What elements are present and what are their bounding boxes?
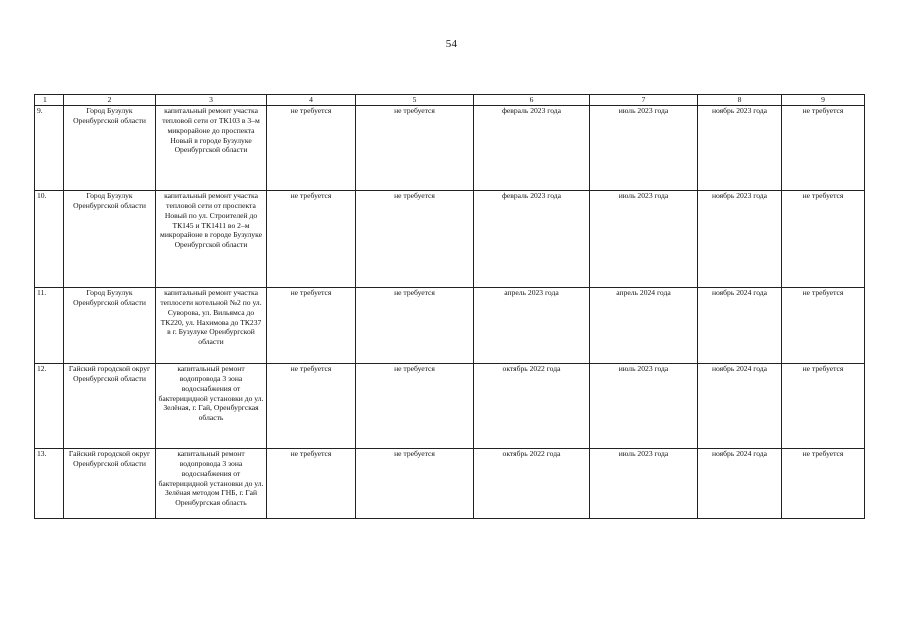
page-number: 54 <box>445 38 458 50</box>
table-row <box>35 364 865 449</box>
column-5-cell: не требуется <box>356 191 474 288</box>
row-number: 12. <box>35 364 64 449</box>
column-4-cell: не требуется <box>267 364 356 449</box>
column-4-cell: не требуется <box>267 106 356 191</box>
work-description-cell: капитальный ремонт участка тепловой сети от проспекта Новый по ул. Строителей до ТК145 и ТК1411 во 2–м микрорайоне в городе Бузулуке Оренбургской области <box>156 191 267 288</box>
header-row <box>35 95 865 106</box>
column-9-cell: не требуется <box>782 106 865 191</box>
column-header: 2 <box>64 95 156 106</box>
column-9-cell: не требуется <box>782 364 865 449</box>
column-4-cell: не требуется <box>267 288 356 364</box>
column-7-cell: апрель 2024 года <box>590 288 698 364</box>
column-8-cell: ноябрь 2023 года <box>698 106 782 191</box>
column-8-cell: ноябрь 2024 года <box>698 449 782 519</box>
table-row <box>35 449 865 519</box>
column-header: 8 <box>698 95 782 106</box>
column-header: 4 <box>267 95 356 106</box>
column-6-cell: апрель 2023 года <box>474 288 590 364</box>
column-6-cell: февраль 2023 года <box>474 191 590 288</box>
work-description-cell: капитальный ремонт водопровода 3 зона водоснабжения от бактерицидной установки до ул. Зелёная, г. Гай, Оренбургская область <box>156 364 267 449</box>
column-header: 3 <box>156 95 267 106</box>
row-number: 13. <box>35 449 64 519</box>
column-5-cell: не требуется <box>356 288 474 364</box>
column-8-cell: ноябрь 2024 года <box>698 364 782 449</box>
column-4-cell: не требуется <box>267 191 356 288</box>
column-4-cell: не требуется <box>267 449 356 519</box>
work-description-cell: капитальный ремонт участка тепловой сети от ТК103 в 3–м микрорайоне до проспекта Новый в городе Бузулуке Оренбургской области <box>156 106 267 191</box>
column-9-cell: не требуется <box>782 449 865 519</box>
column-header: 9 <box>782 95 865 106</box>
work-description-cell: капитальный ремонт участка теплосети котельной №2 по ул. Суворова, ул. Вильямса до ТК220, ул. Нахимова до ТК237 в г. Бузулуке Оренбургской области <box>156 288 267 364</box>
column-5-cell: не требуется <box>356 364 474 449</box>
column-8-cell: ноябрь 2024 года <box>698 288 782 364</box>
municipality-cell: Город Бузулук Оренбургской области <box>64 106 156 191</box>
column-7-cell: июль 2023 года <box>590 449 698 519</box>
table-row <box>35 191 865 288</box>
column-6-cell: октябрь 2022 года <box>474 449 590 519</box>
column-header: 5 <box>356 95 474 106</box>
table-row <box>35 288 865 364</box>
column-9-cell: не требуется <box>782 191 865 288</box>
municipality-cell: Гайский городской округ Оренбургской области <box>64 449 156 519</box>
column-7-cell: июль 2023 года <box>590 364 698 449</box>
column-5-cell: не требуется <box>356 106 474 191</box>
column-5-cell: не требуется <box>356 449 474 519</box>
column-6-cell: февраль 2023 года <box>474 106 590 191</box>
row-number: 10. <box>35 191 64 288</box>
row-number: 11. <box>35 288 64 364</box>
column-7-cell: июль 2023 года <box>590 106 698 191</box>
column-9-cell: не требуется <box>782 288 865 364</box>
municipality-cell: Город Бузулук Оренбургской области <box>64 191 156 288</box>
work-description-cell: капитальный ремонт водопровода 3 зона водоснабжения от бактерицидной установки до ул. Зелёная методом ГНБ, г. Гай Оренбургская область <box>156 449 267 519</box>
municipality-cell: Город Бузулук Оренбургской области <box>64 288 156 364</box>
column-header: 7 <box>590 95 698 106</box>
column-header: 6 <box>474 95 590 106</box>
table-row <box>35 106 865 191</box>
column-header: 1 <box>35 95 64 106</box>
column-6-cell: октябрь 2022 года <box>474 364 590 449</box>
row-number: 9. <box>35 106 64 191</box>
column-7-cell: июль 2023 года <box>590 191 698 288</box>
column-8-cell: ноябрь 2023 года <box>698 191 782 288</box>
works-schedule-table <box>34 94 865 519</box>
municipality-cell: Гайский городской округ Оренбургской области <box>64 364 156 449</box>
